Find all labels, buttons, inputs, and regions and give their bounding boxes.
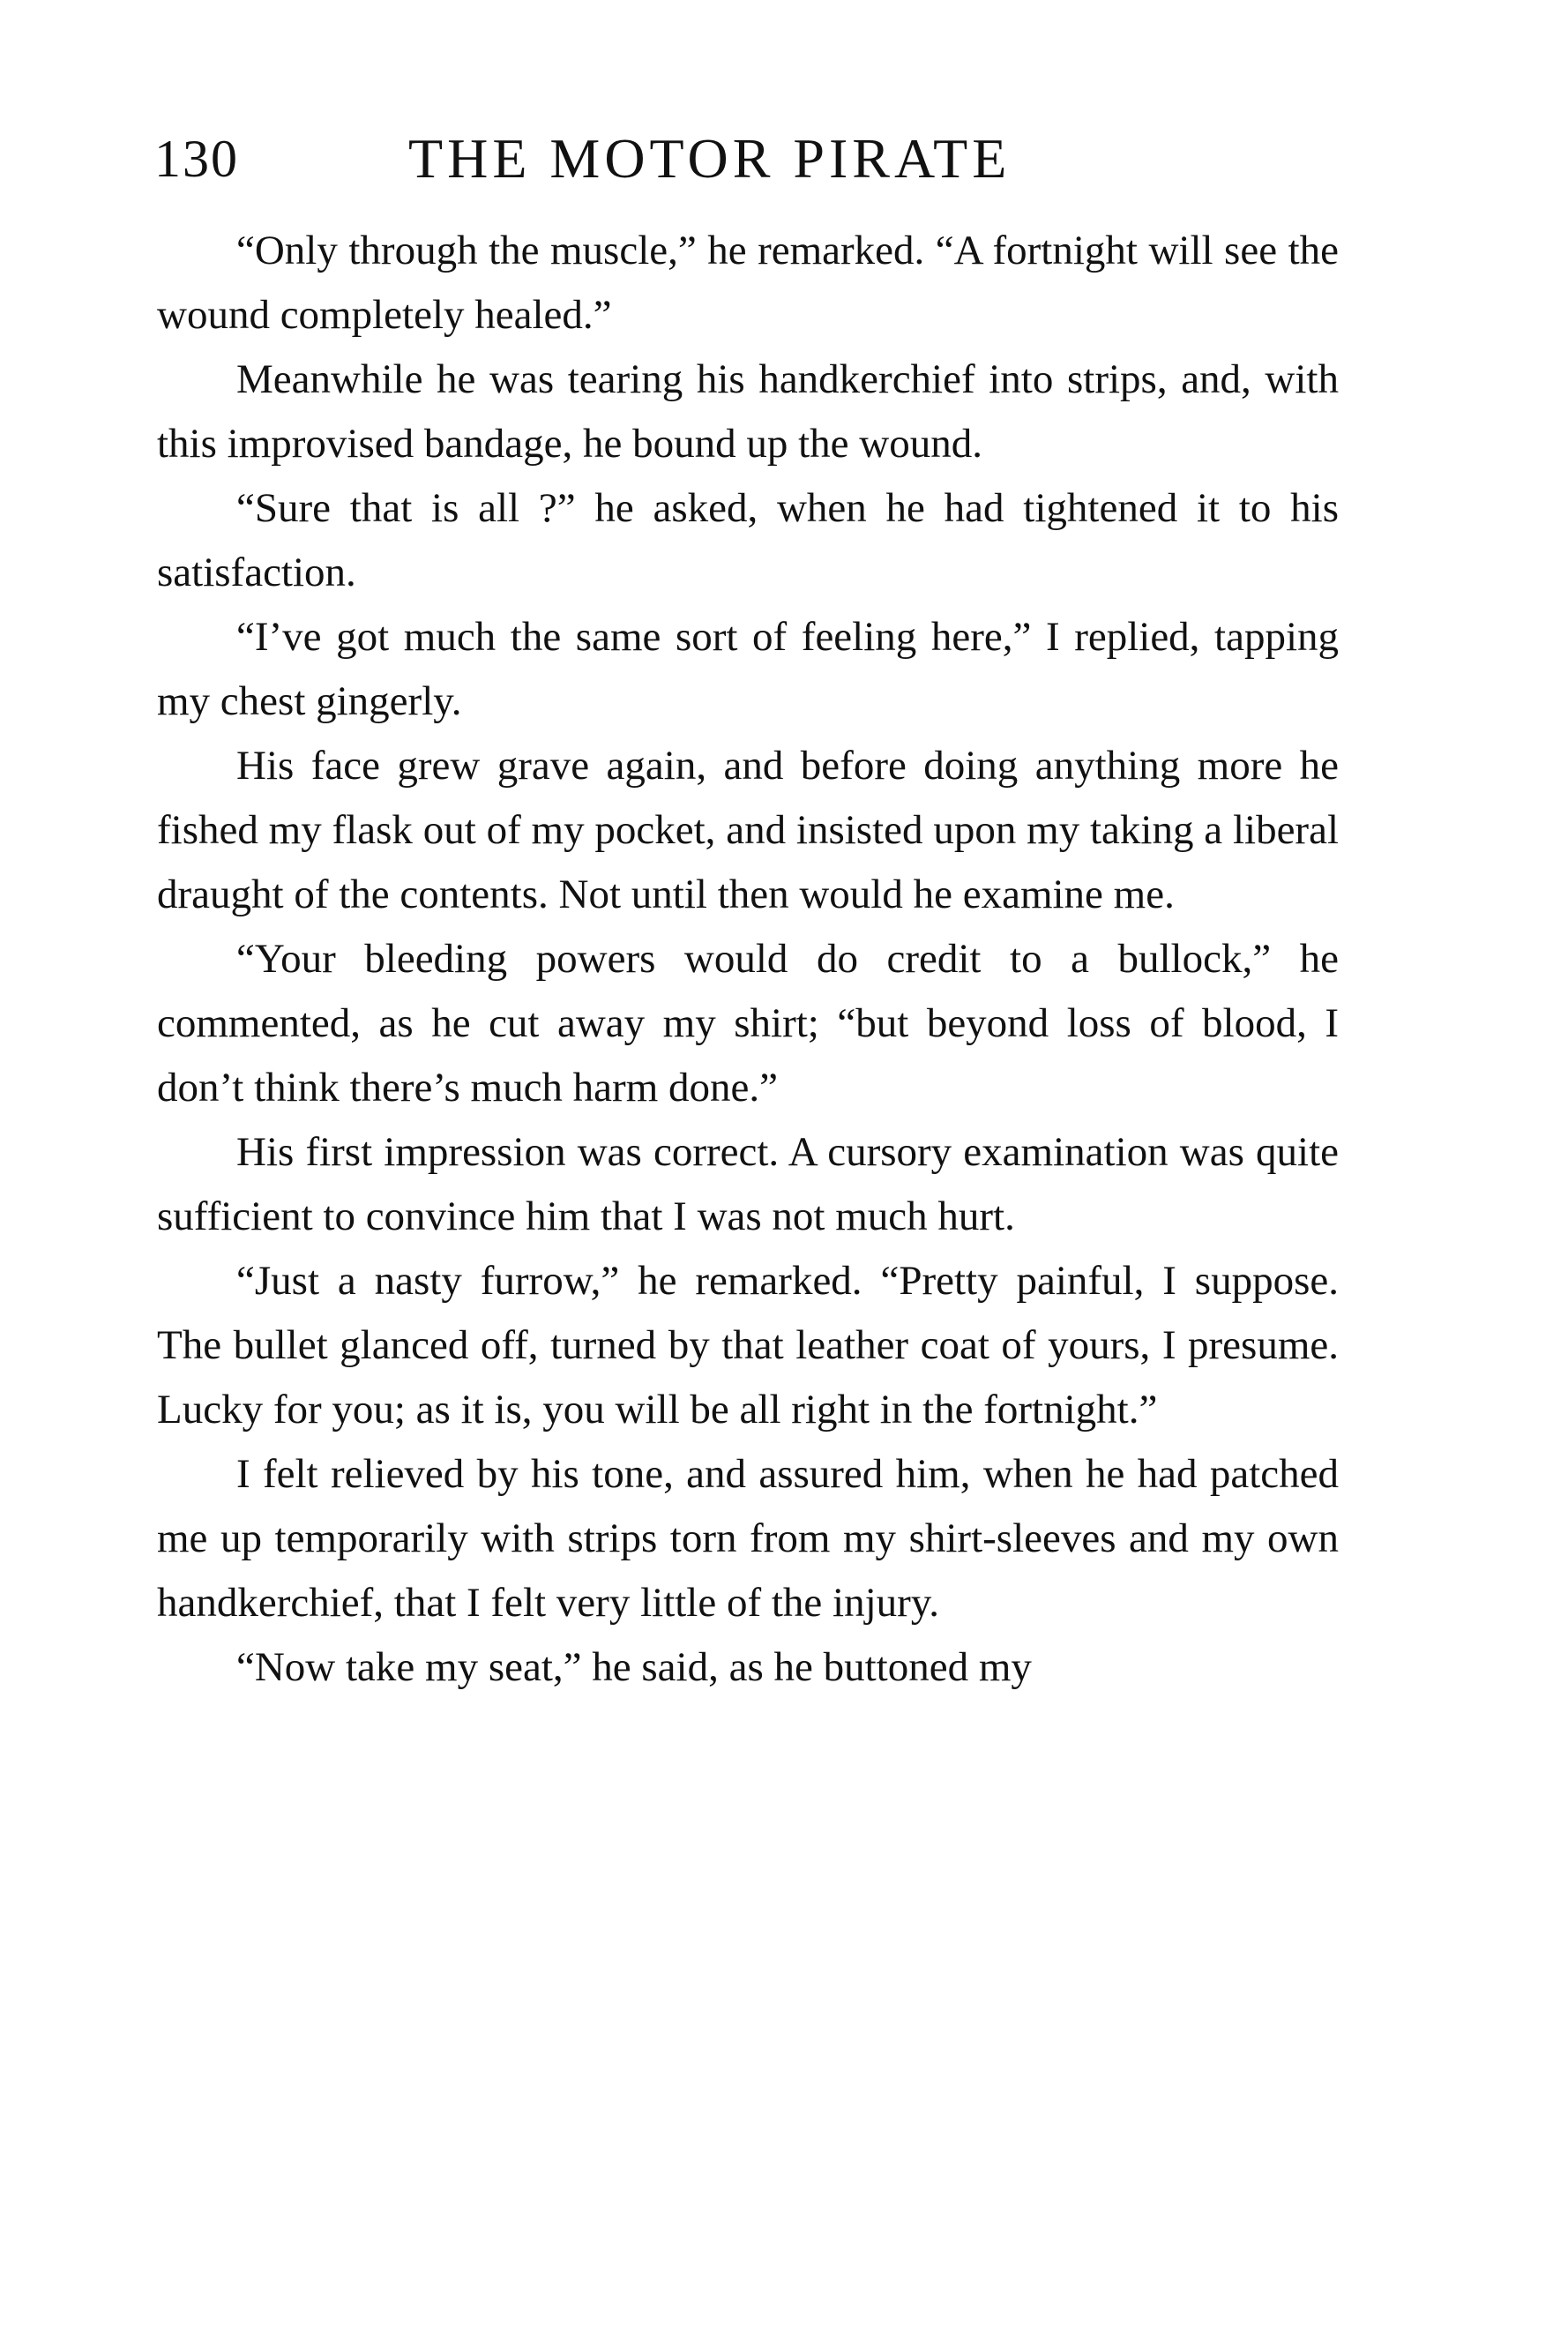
paragraph: “Now take my seat,” he said, as he buttoned my — [236, 1644, 1032, 1690]
paragraph: “Just a nasty furrow,” he remarked. “Pretty painful, I suppose. The bullet glanced off, turned by that leather coat of yours, I presume. Lucky for you; as it is, you will be all right in the fortnight.” — [157, 1258, 1339, 1433]
paragraph: I felt relieved by his tone, and assured him, when he had patched me up temporarily with strips torn from my shirt-sleeves and my own handkerchief, that I felt very little of the injury. — [157, 1451, 1339, 1626]
paragraph: His first impression was correct. A cursory examination was quite sufficient to convince him that I was not much hurt. — [157, 1129, 1339, 1239]
page-header — [154, 123, 1354, 194]
paragraph: “Your bleeding powers would do credit to a bullock,” he commented, as he cut away my shirt; “but beyond loss of blood, I don’t think there’s much harm done.” — [157, 936, 1339, 1111]
paragraph: “Sure that is all ?” he asked, when he had tightened it to his satisfaction. — [157, 485, 1339, 595]
paragraph: “I’ve got much the same sort of feeling here,” I replied, tapping my chest gingerly. — [157, 614, 1339, 724]
paragraph: “Only through the muscle,” he remarked. “A fortnight will see the wound completely healed.” — [157, 228, 1339, 338]
paragraph: His face grew grave again, and before doing anything more he fished my flask out of my pocket, and insisted upon my taking a liberal draught of the contents. Not until then would he examine me. — [157, 743, 1339, 917]
running-title: THE MOTOR PIRATE — [408, 127, 1012, 190]
paragraph: Meanwhile he was tearing his handkerchief into strips, and, with this improvised bandage, he bound up the wound. — [157, 356, 1339, 467]
body-text — [157, 219, 1339, 1700]
page-number: 130 — [154, 130, 239, 188]
